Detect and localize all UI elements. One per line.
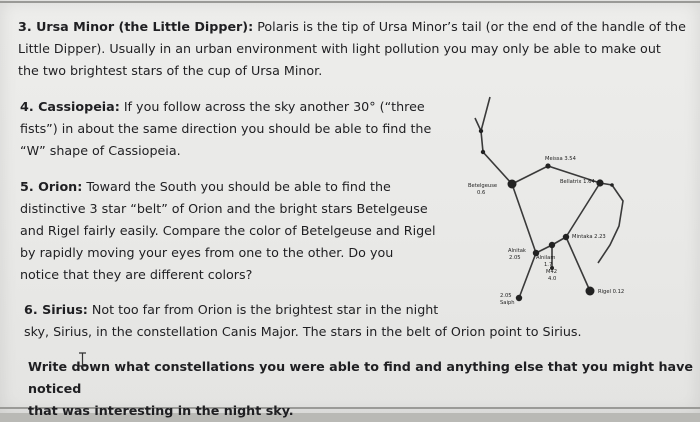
star-alnilam <box>549 242 555 248</box>
star-rigel <box>586 287 595 296</box>
item-text: Little Dipper). Usually in an urban environment with light pollution you may only be able to make out <box>18 41 661 56</box>
star-meissa <box>545 163 550 168</box>
star-labels <box>468 156 624 306</box>
label-betelgeuse: Betelgeuse <box>468 183 498 189</box>
label-nebula-mag: 4.0 <box>548 276 557 282</box>
item-text: If you follow across the sky another 30° (“three <box>119 99 425 114</box>
label-alnilam-mag: 1.7 <box>544 262 553 268</box>
star-dot <box>610 183 614 187</box>
label-meissa: Meissa 3.54 <box>545 156 576 162</box>
star-dot <box>481 150 485 154</box>
item-title: 4. Cassiopeia: <box>20 99 120 114</box>
item-text: by rapidly moving your eyes from one to the other. Do you <box>20 245 394 260</box>
item-text: Polaris is the tip of Ursa Minor’s tail (or the end of the handle of the <box>253 19 686 34</box>
item-text: distinctive 3 star “belt” of Orion and the bright stars Betelgeuse <box>20 201 428 216</box>
label-alnilam: Alnilam <box>536 255 556 261</box>
shield-line <box>598 183 623 263</box>
star-dot <box>479 129 483 133</box>
item-title: 6. Sirius: <box>24 302 88 317</box>
item-text: Not too far from Orion is the brightest star in the night <box>87 302 439 317</box>
label-mintaka: Mintaka 2.23 <box>572 234 606 240</box>
label-alnitak-mag: 2.05 <box>509 255 521 261</box>
label-saiph: Saiph <box>500 300 515 306</box>
item-text: notice that they are different colors? <box>20 267 253 282</box>
star-saiph <box>516 295 522 301</box>
label-betelgeuse-mag: 0.6 <box>477 190 486 196</box>
item-title: 5. Orion: <box>20 179 83 194</box>
label-bellatrix: Bellatrix 1.64 <box>560 179 595 185</box>
item-text: sky, Sirius, in the constellation Canis Major. The stars in the belt of Orion point to Sirius. <box>24 324 582 339</box>
star-bellatrix <box>596 179 603 186</box>
star-betelgeuse <box>508 180 517 189</box>
prompt-text: that was interesting in the night sky. <box>28 403 294 418</box>
item-text: the two brightest stars of the cup of Ursa Minor. <box>18 63 323 78</box>
label-saiph-mag: 2.05 <box>500 293 512 299</box>
item-text: “W” shape of Cassiopeia. <box>20 143 181 158</box>
label-rigel: Rigel 0.12 <box>598 289 625 295</box>
prompt-text: Write down what constellations you were able to find and anything else that you might have noticed <box>28 359 693 396</box>
club-line <box>475 97 490 131</box>
arm-line <box>481 131 512 184</box>
label-alnitak: Alnitak <box>508 248 526 254</box>
item-text: Toward the South you should be able to find the <box>82 179 391 194</box>
item-title: 3. Ursa Minor (the Little Dipper): <box>18 19 254 34</box>
stars <box>479 129 614 301</box>
item-text: and Rigel fairly easily. Compare the color of Betelgeuse and Rigel <box>20 223 436 238</box>
star-mintaka <box>563 234 569 240</box>
item-text: fists”) in about the same direction you should be able to find the <box>20 121 432 136</box>
label-nebula: M42 <box>546 269 558 275</box>
